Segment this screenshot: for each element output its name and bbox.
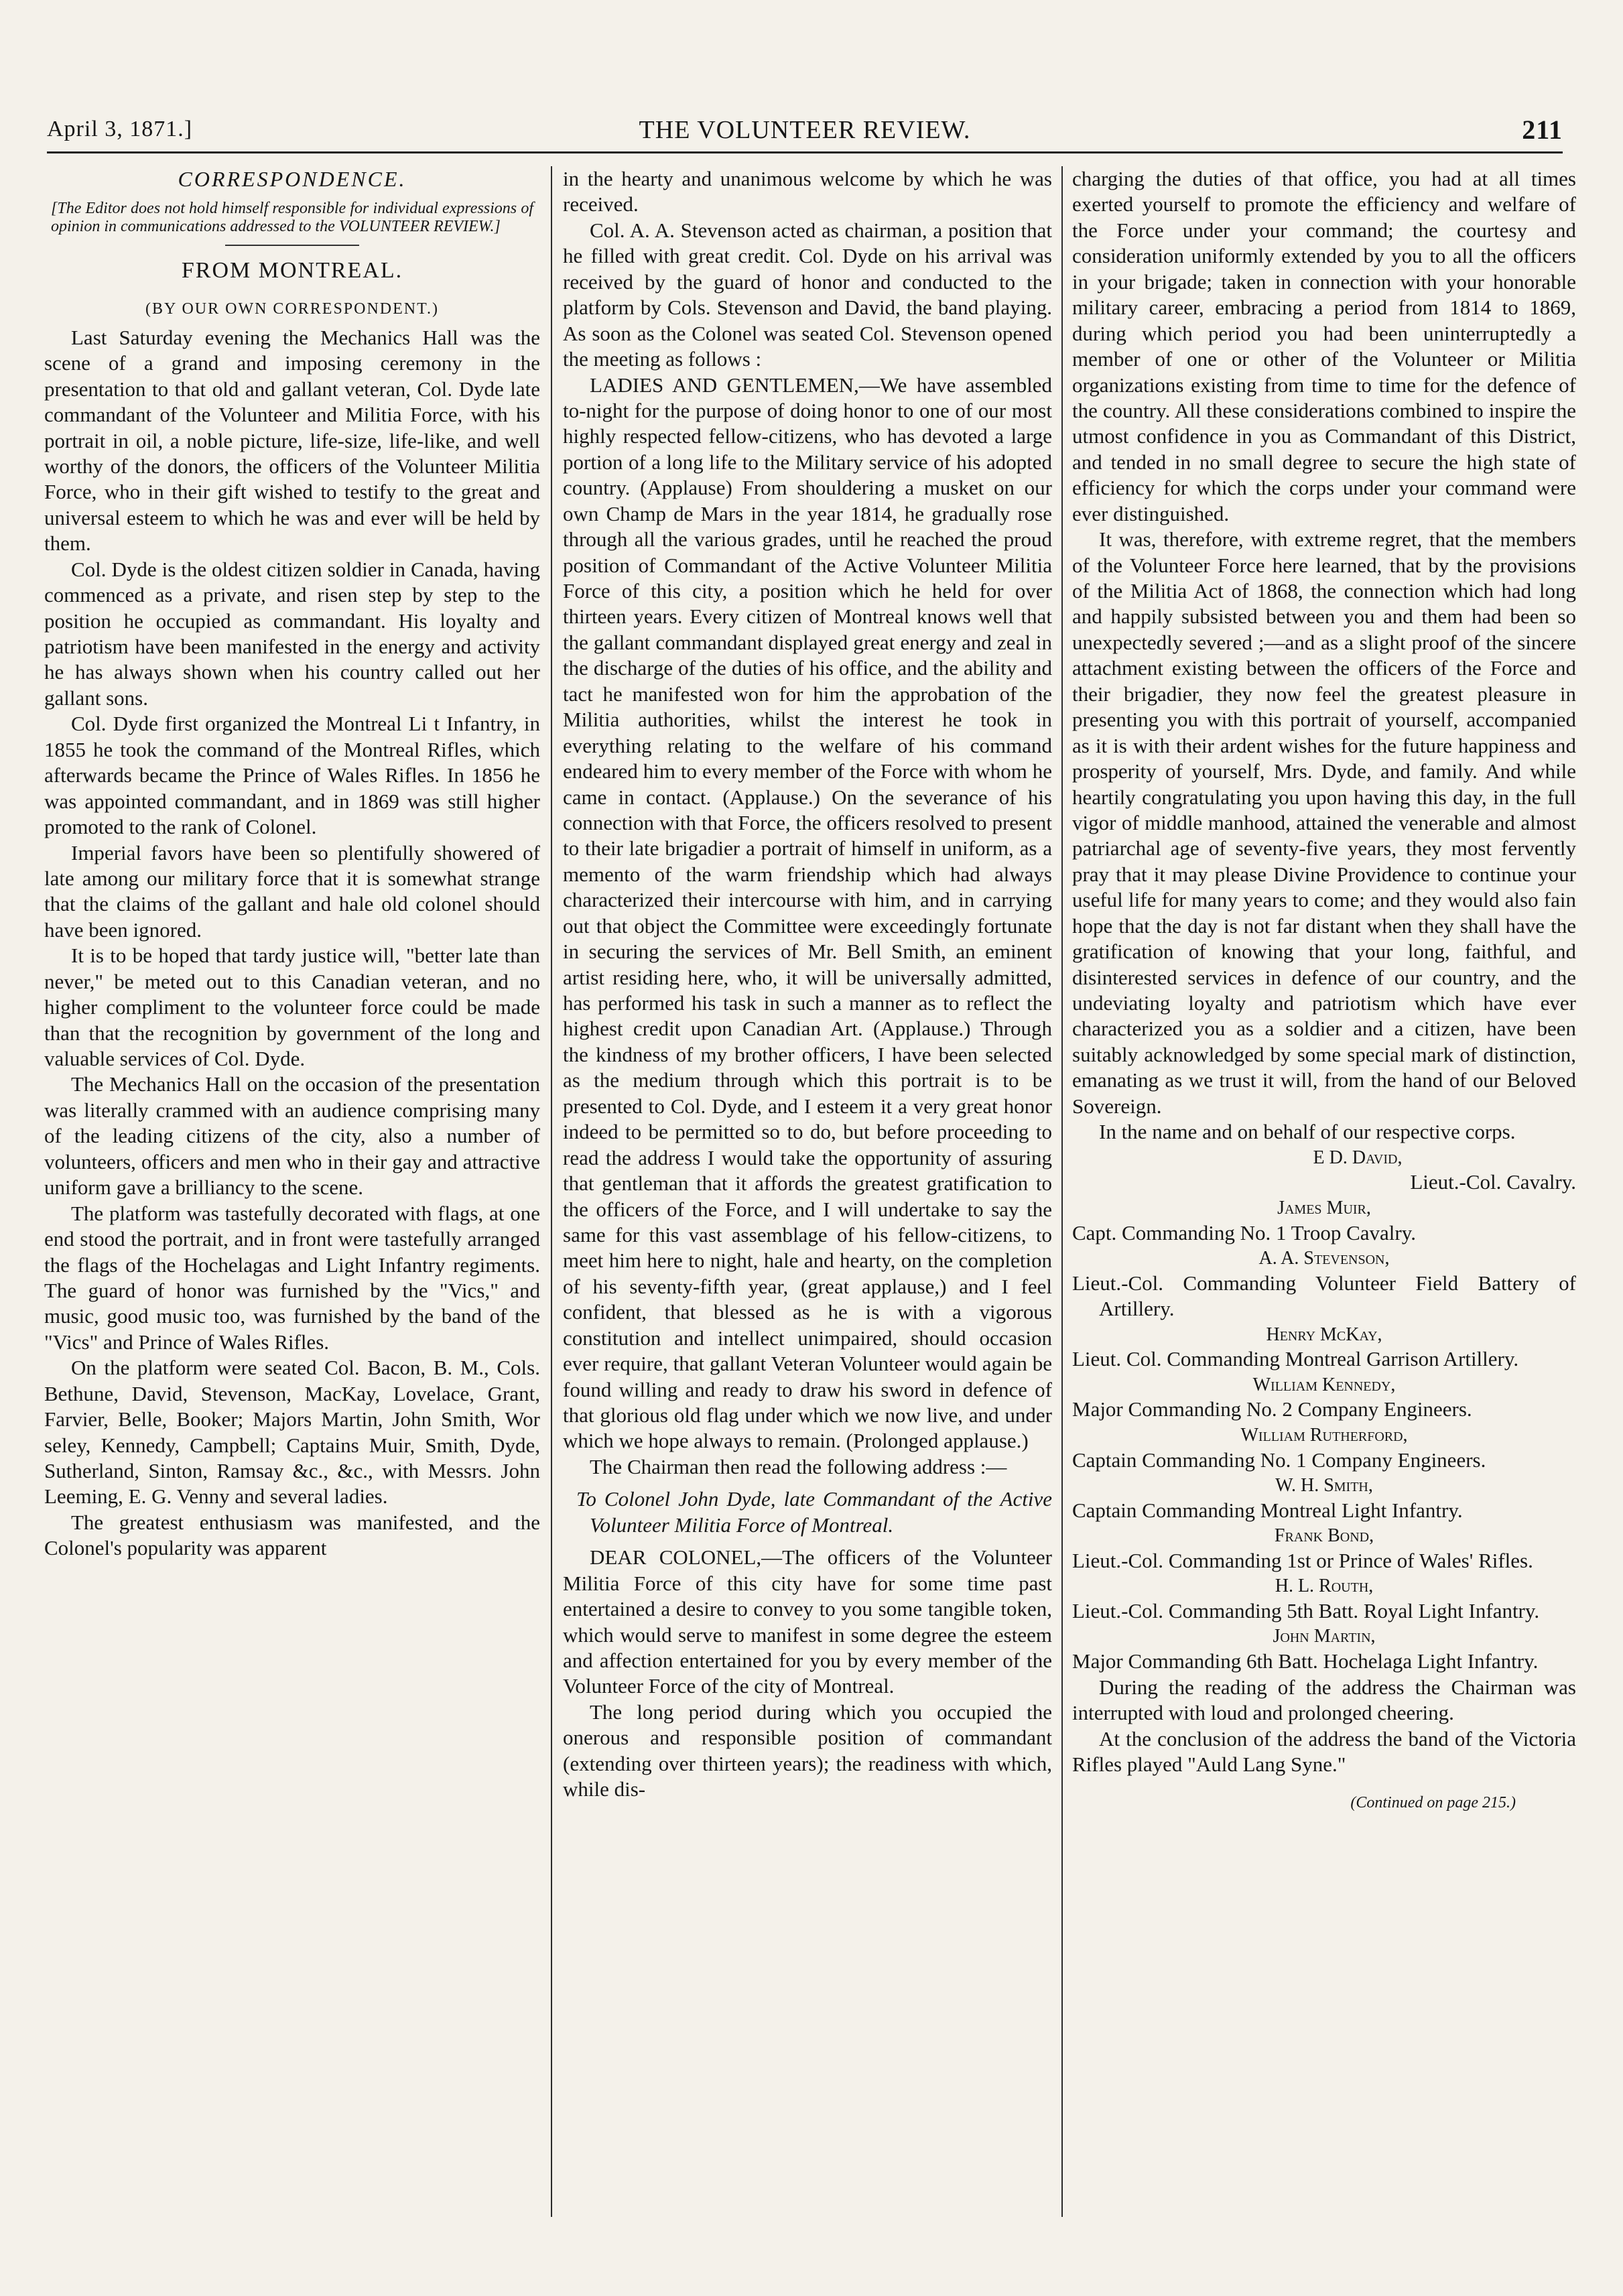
signatory — [1072, 1324, 1576, 1373]
signatory-title: Lieut. Col. Commanding Montreal Garrison Artillery. — [1072, 1347, 1519, 1371]
signatory-title: Lieut.-Col. Cavalry. — [1410, 1170, 1576, 1194]
signatory — [1072, 1247, 1576, 1322]
signatory-name: William Rutherford, — [1240, 1424, 1408, 1446]
signatory-name: William Kennedy, — [1252, 1374, 1396, 1395]
speech-salutation: LADIES AND GENTLEMEN, — [590, 373, 859, 397]
paragraph: It was, therefore, with extreme regret, that the members of the Volunteer Force here learned, that by the provisions of the Militia Act of 1868, the connection which had long and happily subsisted between you and them had been so unexpectedly severed ;—and as a slight proof of the sincere attachment existing between the officers of the Force and their brigadier, they now feel the greatest pleasure in presenting you with this portrait of yourself, accompanied as it is with their ardent wishes for the future happiness and prosperity of yourself, Mrs. Dyde, and family. And while heartily congratulating you upon having this day, in the full vigor of middle manhood, attained the venerable and almost patriarchal age of seventy-five years, they most fervently pray that it may please Divine Providence to continue your useful life for many years to come; and they would also fain hope that the day is not far distant when they shall have the gratification of knowing that your long, faithful, and disinterested services in defence of our country, and the undeviating loyalty and patriotism which have ever characterized you as a soldier and a citizen, have been suitably acknowledged by some special mark of distinction, emanating as we trust it will, from the hand of our Beloved Sovereign. — [1072, 527, 1576, 1118]
column-divider — [551, 166, 552, 2217]
column-1 — [44, 166, 540, 2217]
paragraph: On the platform were seated Col. Bacon, B. M., Cols. Bethune, David, Stevenson, MacKay, Lovelace, Grant, Farvier, Belle, Booker; Majors Martin, John Smith, Wor seley, Kennedy, Campbell; Captains Muir, Smith, Dyde, Sutherland, Sinton, Ramsay &c., &c., with Messrs. John Leeming, E. G. Venny and several ladies. — [44, 1356, 540, 1509]
address-salutation: DEAR COLONEL, — [590, 1545, 762, 1570]
paragraph: At the conclusion of the address the band of the Victoria Rifles played "Auld Lang Syne." — [1072, 1726, 1576, 1776]
signatory — [1072, 1474, 1576, 1523]
signatory-name: Henry McKay, — [1266, 1324, 1382, 1345]
paragraph: Imperial favors have been so plentifully showered of late among our military force that it is somewhat strange that the claims of the gallant and hale old colonel should have been ignored. — [44, 840, 540, 942]
masthead: THE VOLUNTEER REVIEW. — [639, 116, 971, 144]
column-2 — [563, 166, 1052, 2217]
address-paragraph: The long period during which you occupied the onerous and responsible position of commandant (extending over thirteen years); the readiness with which, while dis- — [563, 1700, 1052, 1801]
paragraph: In the name and on behalf of our respective corps. — [1099, 1120, 1516, 1144]
article-title: FROM MONTREAL. — [181, 257, 403, 283]
signatory — [1072, 1424, 1576, 1473]
byline: (BY OUR OWN CORRESPONDENT.) — [145, 300, 439, 318]
signatory — [1072, 1625, 1576, 1674]
paragraph: The Mechanics Hall on the occasion of the presentation was literally crammed with an audience comprising many of the leading citizens of the city, also a number of volunteers, officers and men who in their gay and attractive uniform gave a brilliancy to the scene. — [44, 1072, 540, 1200]
editor-note: [The Editor does not hold himself responsible for individual expressions of opinion in communications addressed to the VOLUNTEER REVIEW.] — [51, 199, 533, 236]
paragraph: Last Saturday evening the Mechanics Hall was the scene of a grand and imposing ceremony in the presentation to that old and gallant veteran, Col. Dyde late commandant of the Volunteer and Militia Force, with his portrait in oil, a noble picture, life-size, life-like, and well worthy of the donors, the officers of the Volunteer Militia Force, who in their gift wished to testify to the great and universal esteem to which he was and ever will be held by them. — [44, 325, 540, 556]
paragraph: The Chairman then read the following address :— — [590, 1454, 1007, 1478]
address-paragraph — [563, 1545, 1052, 1700]
address-heading: To Colonel John Dyde, late Commandant of the Active Volunteer Militia Force of Montreal. — [576, 1487, 1052, 1537]
signatory-name: A. A. Stevenson, — [1258, 1247, 1390, 1269]
signatory-title: Lieut.-Col. Commanding 5th Batt. Royal Light Infantry. — [1072, 1599, 1540, 1623]
signatory-title: Major Commanding No. 2 Company Engineers. — [1072, 1397, 1472, 1421]
signatory-title: Lieut.-Col. Commanding Volunteer Field Battery of Artillery. — [1072, 1271, 1576, 1321]
signatory-title: Capt. Commanding No. 1 Troop Cavalry. — [1072, 1220, 1416, 1245]
signatory — [1072, 1575, 1576, 1624]
paragraph: in the hearty and unanimous welcome by which he was received. — [563, 167, 1052, 216]
column-3 — [1072, 166, 1576, 2217]
paragraph: Col. A. A. Stevenson acted as chairman, a position that he filled with great credit. Col. Dyde on his arrival was received by the guard of honor and conducted to the platform by Cols. Stevenson and David, the band playing. As soon as the Colonel was seated Col. Stevenson opened the meeting as follows : — [563, 218, 1052, 371]
signatory — [1072, 1147, 1576, 1196]
page-header — [47, 113, 1563, 153]
paragraph: The greatest enthusiasm was manifested, and the Colonel's popularity was apparent — [44, 1510, 540, 1560]
paragraph: It is to be hoped that tardy justice will, "better late than never," be meted out to this Canadian veteran, and no higher compliment to the volunteer force could be made than that the recognition by government of the long and valuable services of Col. Dyde. — [44, 944, 540, 1071]
signatory-title: Captain Commanding Montreal Light Infantry. — [1072, 1498, 1463, 1522]
signatory-title: Major Commanding 6th Batt. Hochelaga Light Infantry. — [1072, 1649, 1539, 1673]
signatory-title: Captain Commanding No. 1 Company Engineers. — [1072, 1448, 1486, 1472]
continued-notice: (Continued on page 215.) — [1350, 1794, 1516, 1812]
signatory — [1072, 1197, 1576, 1246]
signatory-name: E D. David, — [1313, 1147, 1403, 1168]
paragraph: charging the duties of that office, you had at all times exerted yourself to promote the efficiency and welfare of the Force under your command; the courtesy and consideration uniformly extended by you to all the officers in your brigade; taken in connection with your honorable military career, embracing a period from 1814 to 1869, during which period you had been uninterruptedly a member of one or other of the Volunteer or Militia organizations existing from time to time for the defence of the country. All these considerations combined to inspire the utmost confidence in you as Commandant of this District, and tended in no small degree to secure the high state of efficiency for which the corps under your command were ever distinguished. — [1072, 167, 1576, 525]
signatory-name: John Martin, — [1273, 1626, 1376, 1647]
signatory — [1072, 1525, 1576, 1574]
divider — [225, 245, 359, 246]
speech-text: —We have assembled to-night for the purpose of doing honor to one of our most highly respected fellow-citizens, who has devoted a large portion of a long life to the Military service of his adopted country. (Applause) From shouldering a musket on our own Champ de Mars in the year 1814, he gradually rose through all the various grades, until he reached the proud position of Commandant of the Active Volunteer Militia Force of this city, a position which he held for over thirteen years. Every citizen of Montreal knows well that the gallant commandant displayed great energy and zeal in the discharge of the duties of his office, and the ability and tact he manifested won for him the approbation of the Militia authorities, whilst the interest he took in everything relating to the welfare of his command endeared him to every member of the Force with whom he came in contact. (Applause.) On the severance of his connection with that Force, the officers resolved to present to their late brigadier a portrait of himself in uniform, as a memento of the warm friendship which had always characterized their intercourse with him, and in carrying out that object the Committee were exceedingly fortunate in securing the services of Mr. Bell Smith, an eminent artist residing here, who, it will be universally admitted, has performed his task in such a manner as to reflect the highest credit upon Canadian Art. (Applause.) Through the kindness of my brother officers, I have been selected as the medium through which this portrait is to be presented to Col. Dyde, and I esteem it a very great honor indeed to be permitted so to do, but before proceeding to read the address I would take the opportunity of assuring that gentleman that it affords the greatest gratification to the officers of the Force, and I will undertake to say the same for this vast assemblage of his fellow-citizens, to meet him here to night, hale and hearty, on the completion of his seventy-fifth year, (great applause,) and I feel confident, that blessed as he is with a vigorous constitution and intellect unimpaired, should occasion ever require, that gallant Veteran Volunteer would again be found willing and ready to draw his sword in defence of that glorious old flag under which we now live, and under which we hope always to remain. (Prolonged applause.) — [563, 373, 1052, 1453]
column-divider — [1061, 166, 1063, 2217]
section-title: CORRESPONDENCE. — [178, 167, 407, 191]
paragraph: During the reading of the address the Chairman was interrupted with loud and prolonged cheering. — [1072, 1675, 1576, 1725]
signatory-title: Lieut.-Col. Commanding 1st or Prince of Wales' Rifles. — [1072, 1548, 1533, 1572]
signatory-name: H. L. Routh, — [1275, 1576, 1374, 1597]
signatory-name: James Muir, — [1277, 1197, 1371, 1218]
page-number: 211 — [1522, 115, 1563, 145]
signatory-name: Frank Bond, — [1274, 1525, 1374, 1547]
speech — [563, 373, 1052, 1454]
paragraph: Col. Dyde is the oldest citizen soldier in Canada, having commenced as a private, and risen step by step to the position he occupied as commandant. His loyalty and patriotism have been manifested in the energy and activity he has always shown when his country called out her gallant sons. — [44, 557, 540, 710]
address-text: —The officers of the Volunteer Militia Force of this city have for some time past entertained a desire to convey to you some tangible token, which would serve to manifest in some degree the esteem and affection entertained for you by every member of the Volunteer Force of the city of Montreal. — [563, 1545, 1052, 1698]
paragraph: The platform was tastefully decorated with flags, at one end stood the portrait, and in front were tastefully arranged the flags of the Hochelagas and Light Infantry regiments. The guard of honor was furnished by the "Vics," and music, good music too, was furnished by the band of the "Vics" and Prince of Wales Rifles. — [44, 1201, 540, 1354]
signatory-name: W. H. Smith, — [1275, 1475, 1373, 1496]
paragraph: Col. Dyde first organized the Montreal Li t Infantry, in 1855 he took the command of the Montreal Rifles, which afterwards became the Prince of Wales Rifles. In 1856 he was appointed commandant, and in 1869 was still higher promoted to the rank of Colonel. — [44, 712, 540, 839]
signatory — [1072, 1374, 1576, 1423]
issue-date: April 3, 1871.] — [47, 117, 193, 141]
